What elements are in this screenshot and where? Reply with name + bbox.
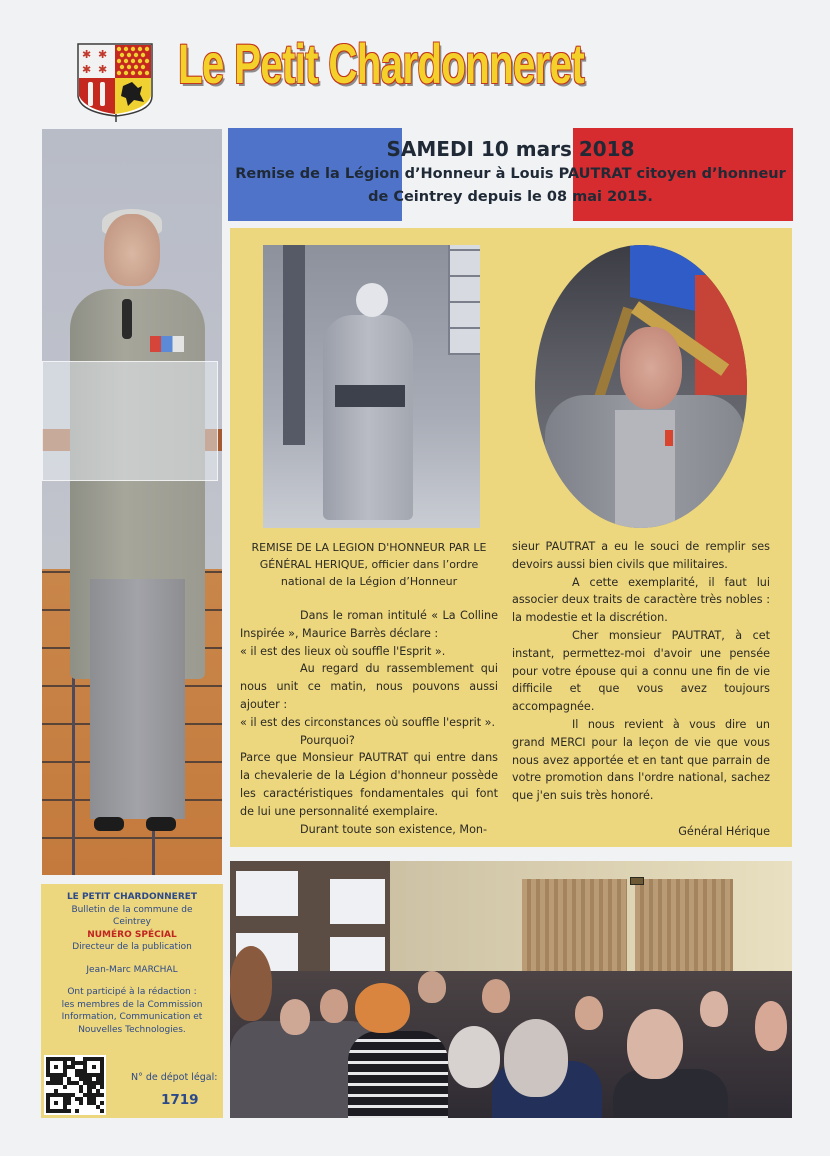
paragraph: Pourquoi? [300, 733, 355, 747]
tricolor-banner [228, 128, 793, 221]
coat-of-arms-icon [76, 42, 154, 122]
photo-door [283, 245, 305, 445]
paragraph: Au regard du rassemblement qui nous unit ce matin, nous pouvons aussi ajouter : [240, 662, 498, 711]
paragraph: Cher monsieur PAUTRAT, à cet instant, permettez-moi d'avoir une pensée pour votre épouse qui a connu une fin de vie difficile et que vous avez toujours accompagnée. [512, 628, 770, 714]
qr-module [100, 1109, 104, 1113]
qr-code-icon[interactable] [44, 1055, 106, 1115]
photo-face [104, 214, 160, 286]
microphone-icon [122, 299, 132, 339]
contributors-line: Nouvelles Technologies. [78, 1024, 186, 1035]
svg-text:✱: ✱ [98, 63, 108, 76]
photo-black-and-white-costume [263, 245, 480, 528]
photo-person [627, 1009, 683, 1079]
signature: Général Hérique [678, 824, 770, 838]
photo-person [613, 1069, 728, 1118]
photo-person [348, 1031, 448, 1118]
svg-text:✱: ✱ [82, 63, 92, 76]
photo-window [448, 245, 480, 355]
paragraph: « il est des circonstances où souffle l'esprit ». [240, 715, 496, 729]
window-pane [236, 871, 298, 916]
event-title-line2: de Ceintrey depuis le 08 mai 2015. [368, 189, 653, 205]
legal-deposit-number: 1719 [161, 1092, 199, 1108]
paragraph: Il nous revient à vous dire un grand MERCI pour la leçon de vie que vous nous avez apportée et en tant que parrain de votre promotion dans l'ordre national, sachez que j'en suis très honoré. [512, 717, 770, 803]
contributors-line: Information, Communication et [61, 1012, 203, 1022]
article-column-right [512, 538, 770, 841]
legion-medal-icon [665, 430, 673, 446]
photo-shoe [94, 817, 124, 831]
photo-person [355, 983, 410, 1033]
article-box [230, 228, 792, 847]
paragraph: « il est des lieux où souffle l'Esprit ». [240, 644, 446, 658]
photo-lectern [42, 361, 218, 481]
director-name: Jean-Marc MARCHAL [86, 964, 178, 975]
svg-text:✱: ✱ [82, 48, 92, 61]
exit-sign-icon [630, 877, 644, 885]
medals-icon [150, 336, 184, 352]
event-date: SAMEDI 10 mars 2018 [386, 137, 635, 161]
contributors-line: les membres de la Commission [61, 999, 203, 1010]
publication-name: LE PETIT CHARDONNERET [66, 892, 198, 902]
photo-person [230, 946, 272, 1021]
window-pane [330, 879, 385, 924]
photo-trousers [90, 579, 185, 819]
paragraph: Dans le roman intitulé « La Colline Inspirée », Maurice Barrès déclare : [240, 609, 498, 640]
photo-turban [356, 283, 388, 317]
photo-general-at-lectern [42, 129, 222, 875]
special-issue-badge: NUMÉRO SPÉCIAL [87, 929, 177, 940]
photo-face [620, 327, 682, 409]
photo-person [504, 1019, 568, 1097]
article-heading: REMISE DE LA LEGION D'HONNEUR PAR LE GÉNÉRAL HERIQUE, officier dans l’ordre national de la Légion d’Honneur [251, 541, 487, 588]
photo-person [448, 1026, 500, 1088]
event-title-line1: Remise de la Légion d’Honneur à Louis PAUTRAT citoyen d’honneur [235, 166, 786, 182]
flag-red-section [695, 275, 747, 395]
paragraph: Parce que Monsieur PAUTRAT qui entre dans la chevalerie de la Légion d'honneur possède les caractéristiques fondamentales qui font de lui une personnalité exemplaire. [240, 751, 498, 818]
legal-deposit-label: N° de dépot légal: [131, 1072, 218, 1083]
article-column-left [240, 539, 498, 838]
photo-shoe [146, 817, 176, 831]
paragraph: Durant toute son existence, Mon- [300, 822, 488, 836]
photo-person [280, 999, 310, 1035]
publication-subtitle: Bulletin de la commune de [71, 904, 193, 915]
photo-shirt [615, 410, 675, 528]
photo-person [700, 991, 728, 1027]
commune-name: Ceintrey [113, 917, 151, 927]
paragraph: A cette exemplarité, il faut lui associer deux traits de caractère très nobles : la modestie et la discrétion. [512, 575, 770, 625]
photo-person [320, 989, 348, 1023]
photo-oval-honoree [535, 245, 747, 528]
svg-text:✱: ✱ [98, 48, 108, 61]
photo-sash [335, 385, 405, 407]
photo-person [482, 979, 510, 1013]
paragraph: sieur PAUTRAT a eu le souci de remplir ses devoirs aussi bien civils que militaires. [512, 540, 770, 571]
photo-person [418, 971, 446, 1003]
photo-person [755, 1001, 787, 1051]
photo-audience [230, 861, 792, 1118]
masthead-title: Le Petit Chardonneret [178, 32, 585, 95]
contributors-line: Ont participé à la rédaction : [67, 987, 197, 997]
photo-figure [323, 315, 413, 520]
photo-person [575, 996, 603, 1030]
director-label: Directeur de la publication [72, 942, 192, 952]
publication-info-box [41, 884, 223, 1118]
